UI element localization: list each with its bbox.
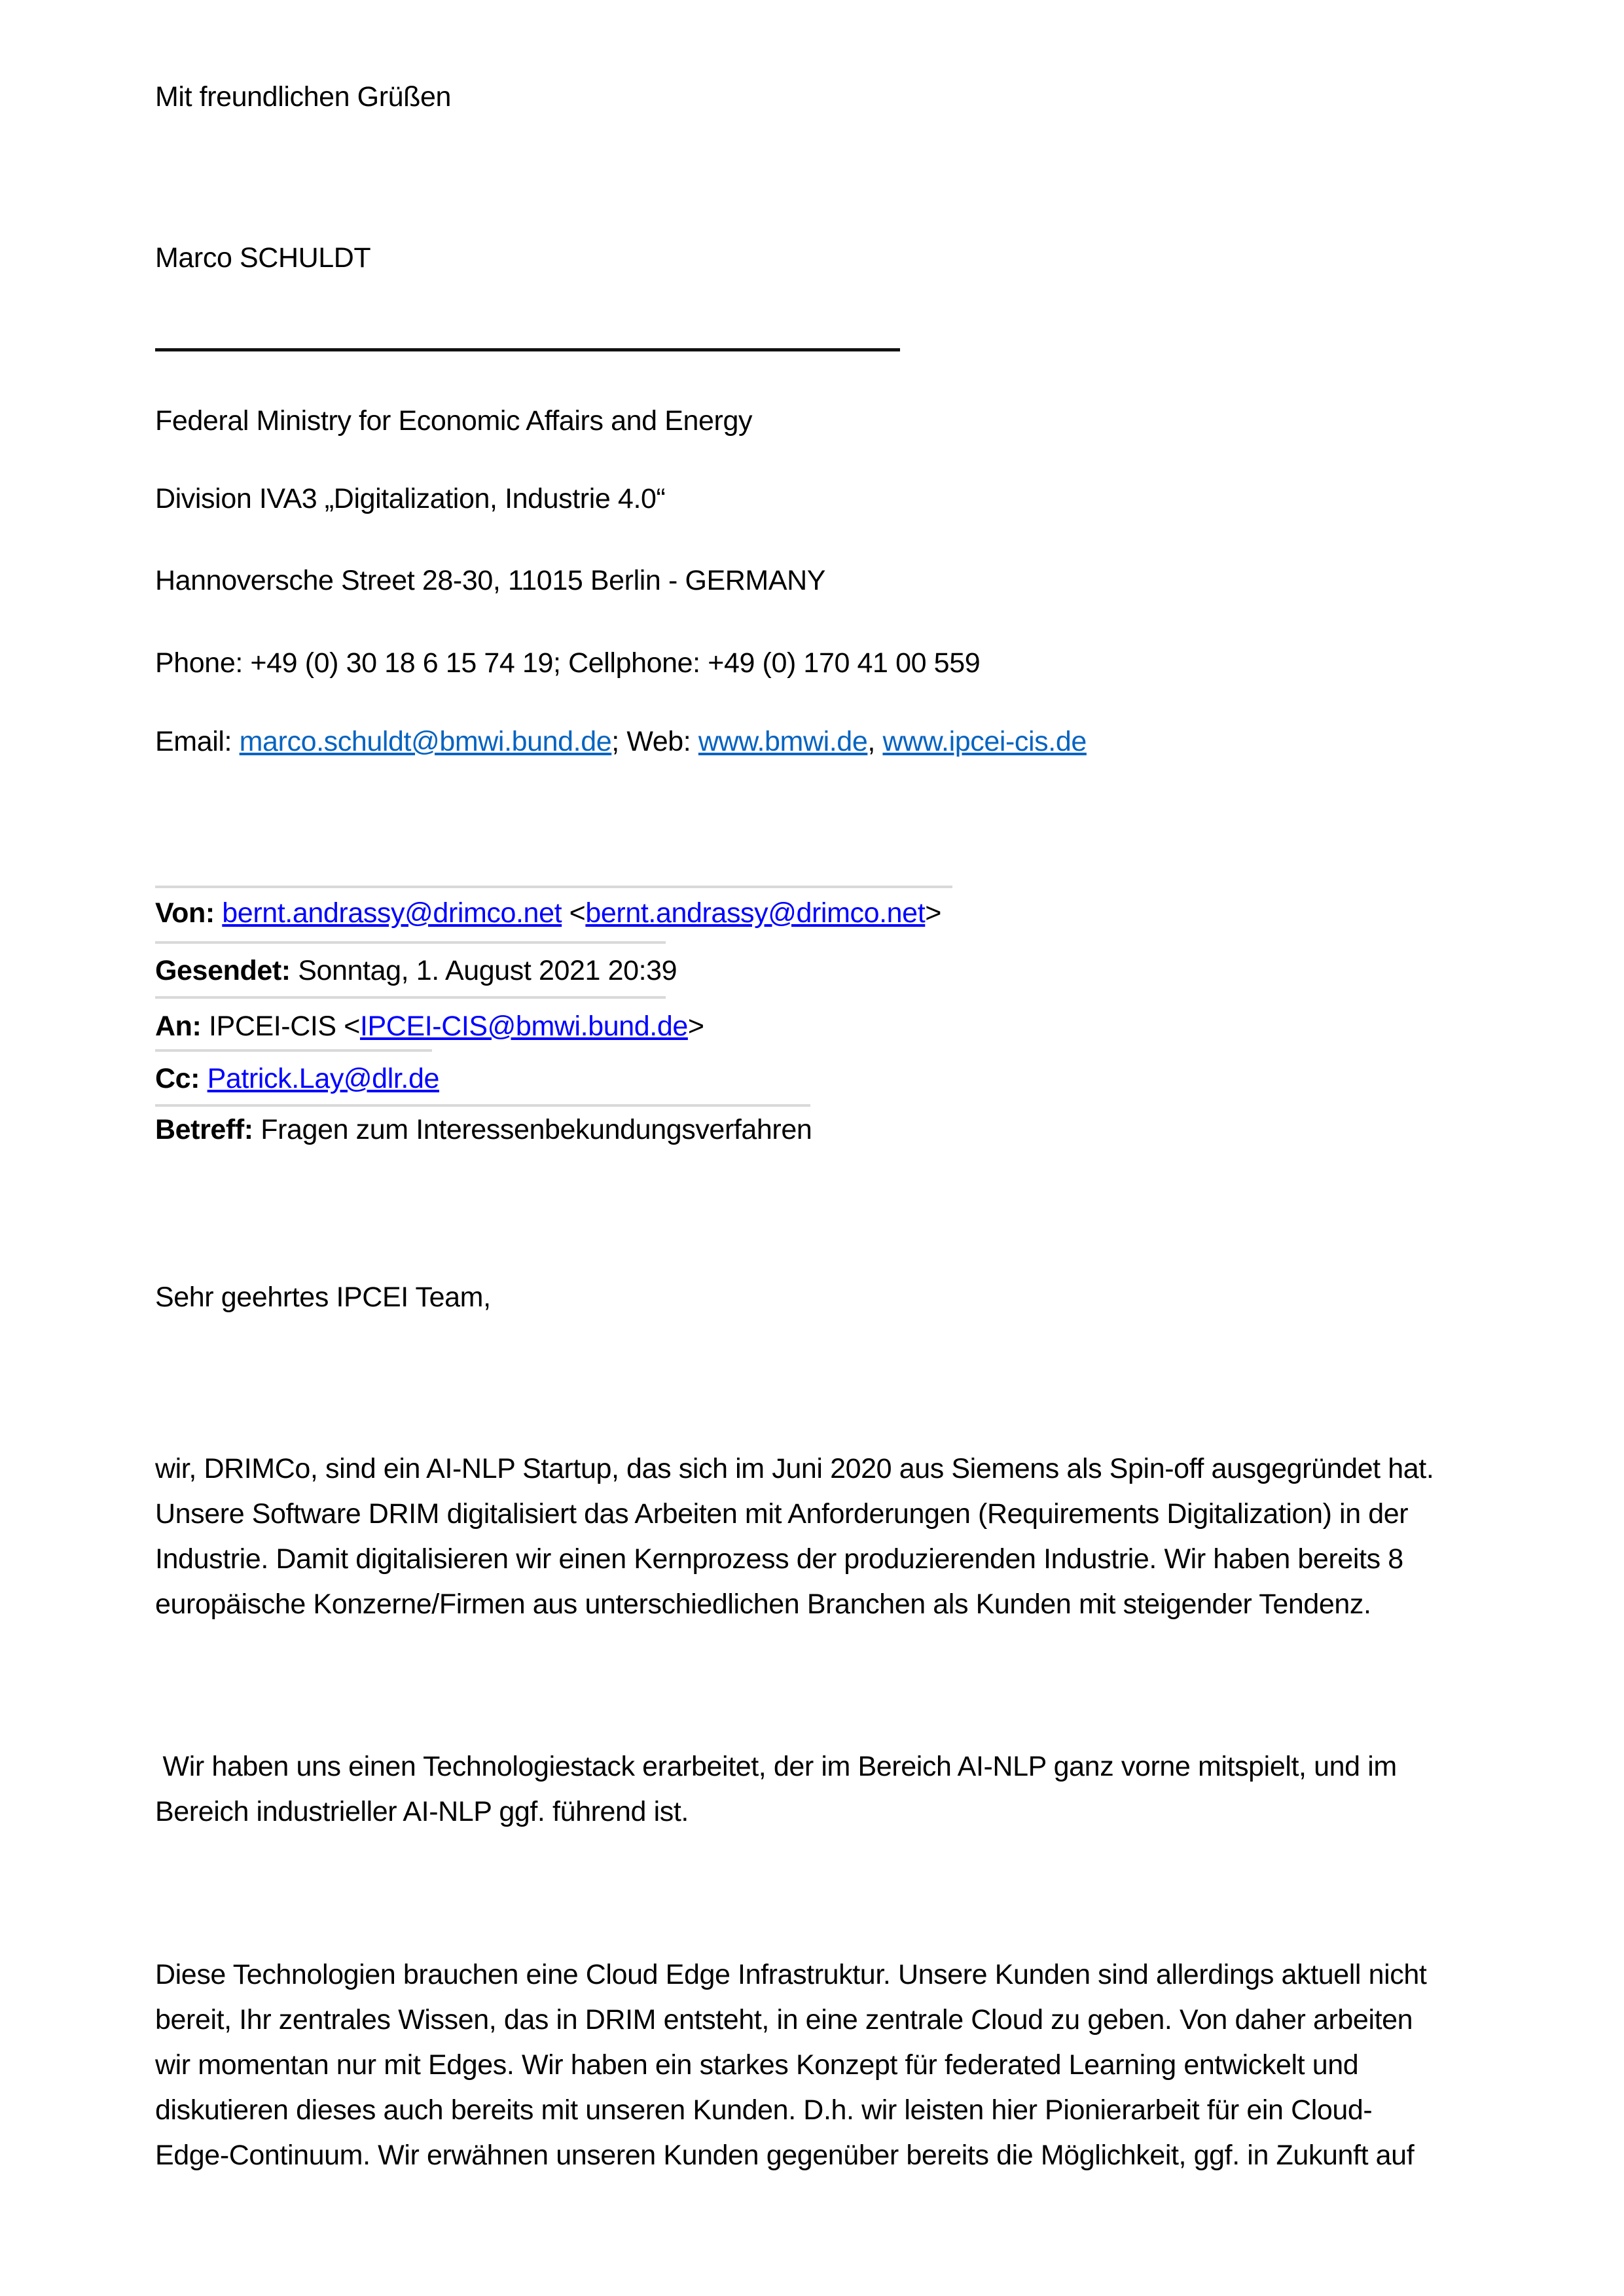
header-cc-row <box>155 1062 439 1096</box>
email-web-line <box>155 725 1087 759</box>
phone-line: Phone: +49 (0) 30 18 6 15 74 19; Cellphone: +49 (0) 170 41 00 559 <box>155 647 981 679</box>
gesendet-value: Sonntag, 1. August 2021 20:39 <box>298 955 677 986</box>
email-link[interactable]: marco.schuldt@bmwi.bund.de <box>239 726 612 757</box>
von-label: Von: <box>155 897 223 929</box>
an-recipient-name: IPCEI-CIS < <box>209 1011 360 1042</box>
org-name: Federal Ministry for Economic Affairs and Energy <box>155 405 753 437</box>
sender-name: Marco SCHULDT <box>155 242 371 274</box>
cc-recipient-link[interactable]: Patrick.Lay@dlr.de <box>207 1063 439 1094</box>
header-divider-above-von <box>155 886 952 888</box>
header-betreff-row <box>155 1113 812 1147</box>
cc-label: Cc: <box>155 1063 208 1094</box>
closing-text: Mit freundlichen Grüßen <box>155 81 452 113</box>
body-paragraph-1 <box>155 1446 1434 1627</box>
body-text-line: Wir haben uns einen Technologiestack erarbeitet, der im Bereich AI-NLP ganz vorne mitspielt, und im <box>155 1751 1397 1782</box>
von-sender-address-link[interactable]: bernt.andrassy@drimco.net <box>585 897 926 929</box>
body-text-line: diskutieren dieses auch bereits mit unseren Kunden. D.h. wir leisten hier Pionierarbeit für ein Cloud- <box>155 2094 1373 2126</box>
division-line: Division IVA3 „Digitalization, Industrie 4.0“ <box>155 483 666 514</box>
body-paragraph-3 <box>155 1952 1426 2178</box>
body-text-line: bereit, Ihr zentrales Wissen, das in DRIM entsteht, in eine zentrale Cloud zu geben. Von daher arbeiten <box>155 2004 1413 2036</box>
body-text-line: Industrie. Damit digitalisieren wir einen Kernprozess der produzierenden Industrie. Wir haben bereits 8 <box>155 1543 1403 1575</box>
body-text-line: Edge-Continuum. Wir erwähnen unseren Kunden gegenüber bereits die Möglichkeit, ggf. in Zukunft auf <box>155 2140 1415 2171</box>
von-bracket-open: < <box>562 897 586 929</box>
email-label: Email: <box>155 726 240 757</box>
header-divider-above-betreff <box>155 1104 810 1107</box>
gesendet-label: Gesendet: <box>155 955 298 986</box>
web-separator: , <box>867 726 883 757</box>
betreff-value: Fragen zum Interessenbekundungsverfahren <box>261 1114 812 1145</box>
von-bracket-close: > <box>925 897 941 929</box>
web-link-bmwi[interactable]: www.bmwi.de <box>698 726 868 757</box>
salutation-line: Sehr geehrtes IPCEI Team, <box>155 1282 491 1313</box>
body-text-line: wir, DRIMCo, sind ein AI-NLP Startup, das sich im Juni 2020 aus Siemens als Spin-off ausgegründet hat. <box>155 1453 1434 1484</box>
header-gesendet-row <box>155 954 677 988</box>
an-recipient-link[interactable]: IPCEI-CIS@bmwi.bund.de <box>359 1011 688 1042</box>
body-text-line: europäische Konzerne/Firmen aus unterschiedlichen Branchen als Kunden mit steigender Tendenz. <box>155 1588 1371 1620</box>
body-text-line: Diese Technologien brauchen eine Cloud Edge Infrastruktur. Unsere Kunden sind allerdings aktuell nicht <box>155 1959 1427 1990</box>
header-an-row <box>155 1009 704 1043</box>
header-von-row <box>155 896 941 930</box>
address-line: Hannoversche Street 28-30, 11015 Berlin - GERMANY <box>155 565 826 596</box>
an-bracket-close: > <box>687 1011 704 1042</box>
web-link-ipcei[interactable]: www.ipcei-cis.de <box>882 726 1087 757</box>
body-text-line: Unsere Software DRIM digitalisiert das Arbeiten mit Anforderungen (Requirements Digitalization) in der <box>155 1498 1409 1530</box>
web-label: ; Web: <box>611 726 698 757</box>
an-label: An: <box>155 1011 209 1042</box>
header-divider-above-gesendet <box>155 941 666 944</box>
signature-separator <box>155 348 900 351</box>
header-divider-above-cc <box>155 1049 432 1052</box>
body-text-line: Bereich industrieller AI-NLP ggf. führend ist. <box>155 1796 689 1827</box>
body-paragraph-2 <box>155 1744 1397 1835</box>
header-divider-above-an <box>155 996 666 999</box>
body-text-line: wir momentan nur mit Edges. Wir haben ein starkes Konzept für federated Learning entwickelt und <box>155 2049 1359 2081</box>
von-sender-link[interactable]: bernt.andrassy@drimco.net <box>222 897 562 929</box>
betreff-label: Betreff: <box>155 1114 261 1145</box>
